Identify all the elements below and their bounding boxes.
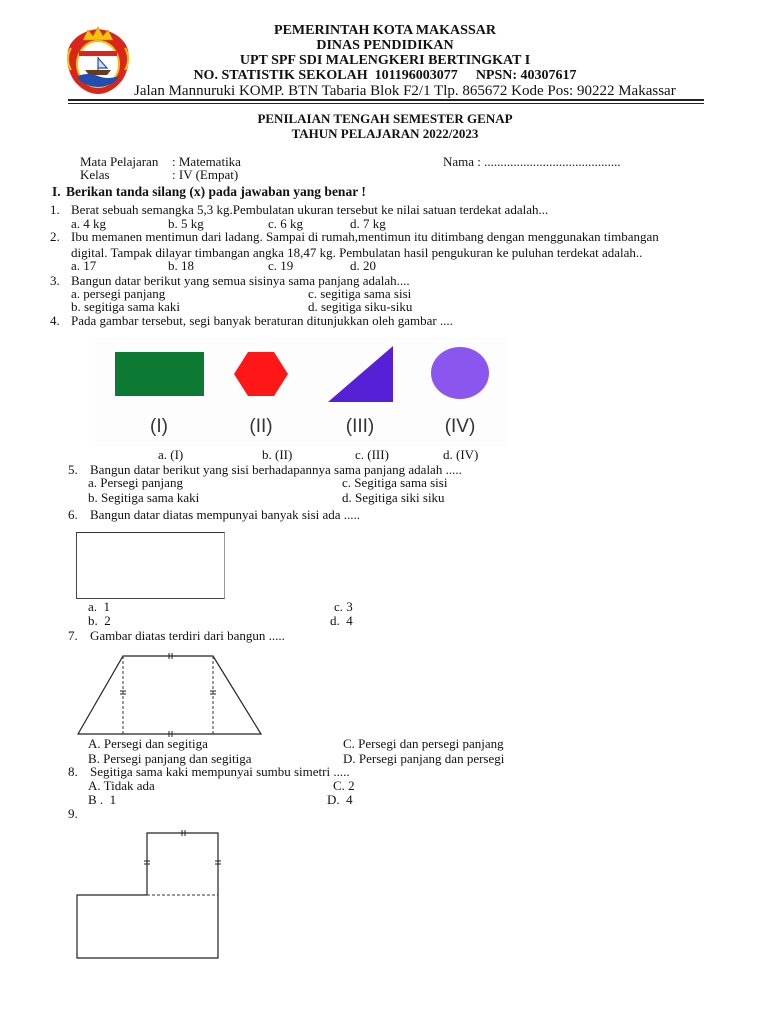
q5-number: 5. bbox=[68, 462, 78, 477]
q8-option-a: A. Tidak ada bbox=[88, 778, 155, 793]
q5-option-c: c. Segitiga sama sisi bbox=[342, 475, 448, 490]
q7-text: Gambar diatas terdiri dari bangun ..... bbox=[90, 628, 285, 643]
q7-option-d: D. Persegi panjang dan persegi bbox=[343, 751, 505, 766]
q2-number: 2. bbox=[50, 229, 60, 244]
q3-text: Bangun datar berikut yang semua sisinya sama panjang adalah.... bbox=[71, 273, 410, 288]
q3-option-a: a. persegi panjang bbox=[71, 286, 166, 301]
q3-option-d: d. segitiga siku-siku bbox=[308, 299, 413, 314]
q8-option-c: C. 2 bbox=[333, 778, 355, 793]
q6-option-c: c. 3 bbox=[334, 599, 353, 614]
section-number: I. bbox=[52, 184, 61, 199]
subject-value: : Matematika bbox=[172, 154, 241, 169]
q2-text-line-2: digital. Tampak dilayar timbangan angka 18,47 kg. Pembulatan hasil pengukuran ke puluhan terdekat adalah.. bbox=[71, 245, 643, 260]
header-government: PEMERINTAH KOTA MAKASSAR bbox=[274, 23, 496, 38]
q8-option-b: B . 1 bbox=[88, 792, 117, 807]
section-instruction: Berikan tanda silang (x) pada jawaban yang benar ! bbox=[66, 184, 366, 199]
header-school: UPT SPF SDI MALENGKERI BERTINGKAT I bbox=[239, 53, 531, 68]
q5-option-d: d. Segitiga siki siku bbox=[342, 490, 445, 505]
header-identifiers bbox=[0, 68, 768, 84]
exam-title: PENILAIAN TENGAH SEMESTER GENAP bbox=[257, 111, 513, 126]
q7-trapezoid-figure bbox=[70, 648, 270, 740]
q6-option-b: b. 2 bbox=[88, 613, 111, 628]
q9-composite-shape-figure bbox=[72, 828, 224, 962]
q6-number: 6. bbox=[68, 507, 78, 522]
q6-option-a: a. 1 bbox=[88, 599, 111, 614]
q2-text-line-1: Ibu memanen mentimun dari ladang. Sampai di rumah,mentimun itu ditimbang dengan menggunakan timbangan bbox=[71, 229, 659, 244]
q4-shape-2-label: (II) bbox=[249, 416, 273, 437]
q3-number: 3. bbox=[50, 273, 60, 288]
q4-text: Pada gambar tersebut, segi banyak beraturan ditunjukkan oleh gambar .... bbox=[71, 313, 453, 328]
q9-number: 9. bbox=[68, 806, 78, 821]
q4-shape-4-label: (IV) bbox=[444, 416, 476, 437]
q4-shape-4 bbox=[431, 347, 489, 399]
header-statistics-number: NO. STATISTIK SEKOLAH 101196003077 bbox=[193, 68, 458, 83]
header-department: DINAS PENDIDIKAN bbox=[316, 38, 454, 53]
q8-number: 8. bbox=[68, 764, 78, 779]
q6-option-d: d. 4 bbox=[330, 613, 353, 628]
q4-option-c: c. (III) bbox=[355, 447, 389, 462]
q2-option-d: d. 20 bbox=[350, 258, 376, 273]
header-address: Jalan Mannuruki KOMP. BTN Tabaria Blok F2/1 Tlp. 865672 Kode Pos: 90222 Makassar bbox=[134, 83, 676, 99]
q3-option-c: c. segitiga sama sisi bbox=[308, 286, 412, 301]
q4-option-b: b. (II) bbox=[262, 447, 293, 462]
q7-option-b: B. Persegi panjang dan segitiga bbox=[88, 751, 252, 766]
q1-number: 1. bbox=[50, 202, 60, 217]
q4-option-a: a. (I) bbox=[158, 447, 184, 462]
class-label: Kelas bbox=[80, 167, 110, 182]
class-value: : IV (Empat) bbox=[172, 167, 239, 182]
q4-shapes-figure bbox=[95, 337, 508, 447]
header-divider-thin bbox=[68, 103, 704, 104]
header-divider-thick bbox=[68, 99, 704, 101]
q4-shape-1-label: (I) bbox=[150, 416, 168, 437]
q5-option-a: a. Persegi panjang bbox=[88, 475, 183, 490]
q3-option-b: b. segitiga sama kaki bbox=[71, 299, 181, 314]
header-npsn: NPSN: 40307617 bbox=[475, 68, 577, 83]
q5-option-b: b. Segitiga sama kaki bbox=[88, 490, 200, 505]
q4-shape-1 bbox=[115, 352, 204, 396]
q5-text: Bangun datar berikut yang sisi berhadapannya sama panjang adalah ..... bbox=[90, 462, 462, 477]
q6-text: Bangun datar diatas mempunyai banyak sisi ada ..... bbox=[90, 507, 361, 522]
q4-option-d: d. (IV) bbox=[443, 447, 479, 462]
q7-option-c: C. Persegi dan persegi panjang bbox=[343, 736, 504, 751]
q1-option-a: a. 4 kg bbox=[71, 216, 107, 231]
q2-option-a: a. 17 bbox=[71, 258, 97, 273]
q2-option-b: b. 18 bbox=[168, 258, 194, 273]
student-name-field: Nama : .......................................... bbox=[443, 154, 621, 169]
q1-text: Berat sebuah semangka 5,3 kg.Pembulatan ukuran tersebut ke nilai satuan terdekat adalah... bbox=[71, 202, 549, 217]
q8-option-d: D. 4 bbox=[327, 792, 353, 807]
subject-label: Mata Pelajaran bbox=[80, 154, 159, 169]
q2-option-c: c. 19 bbox=[268, 258, 294, 273]
q1-option-b: b. 5 kg bbox=[168, 216, 204, 231]
q7-option-a: A. Persegi dan segitiga bbox=[88, 736, 208, 751]
exam-year: TAHUN PELAJARAN 2022/2023 bbox=[291, 126, 479, 141]
q6-rectangle-figure bbox=[76, 532, 225, 599]
q4-shape-3-label: (III) bbox=[345, 416, 375, 437]
q1-option-c: c. 6 kg bbox=[268, 216, 304, 231]
q4-number: 4. bbox=[50, 313, 60, 328]
q7-number: 7. bbox=[68, 628, 78, 643]
q1-option-d: d. 7 kg bbox=[350, 216, 386, 231]
q8-text: Segitiga sama kaki mempunyai sumbu simetri ..... bbox=[90, 764, 350, 779]
